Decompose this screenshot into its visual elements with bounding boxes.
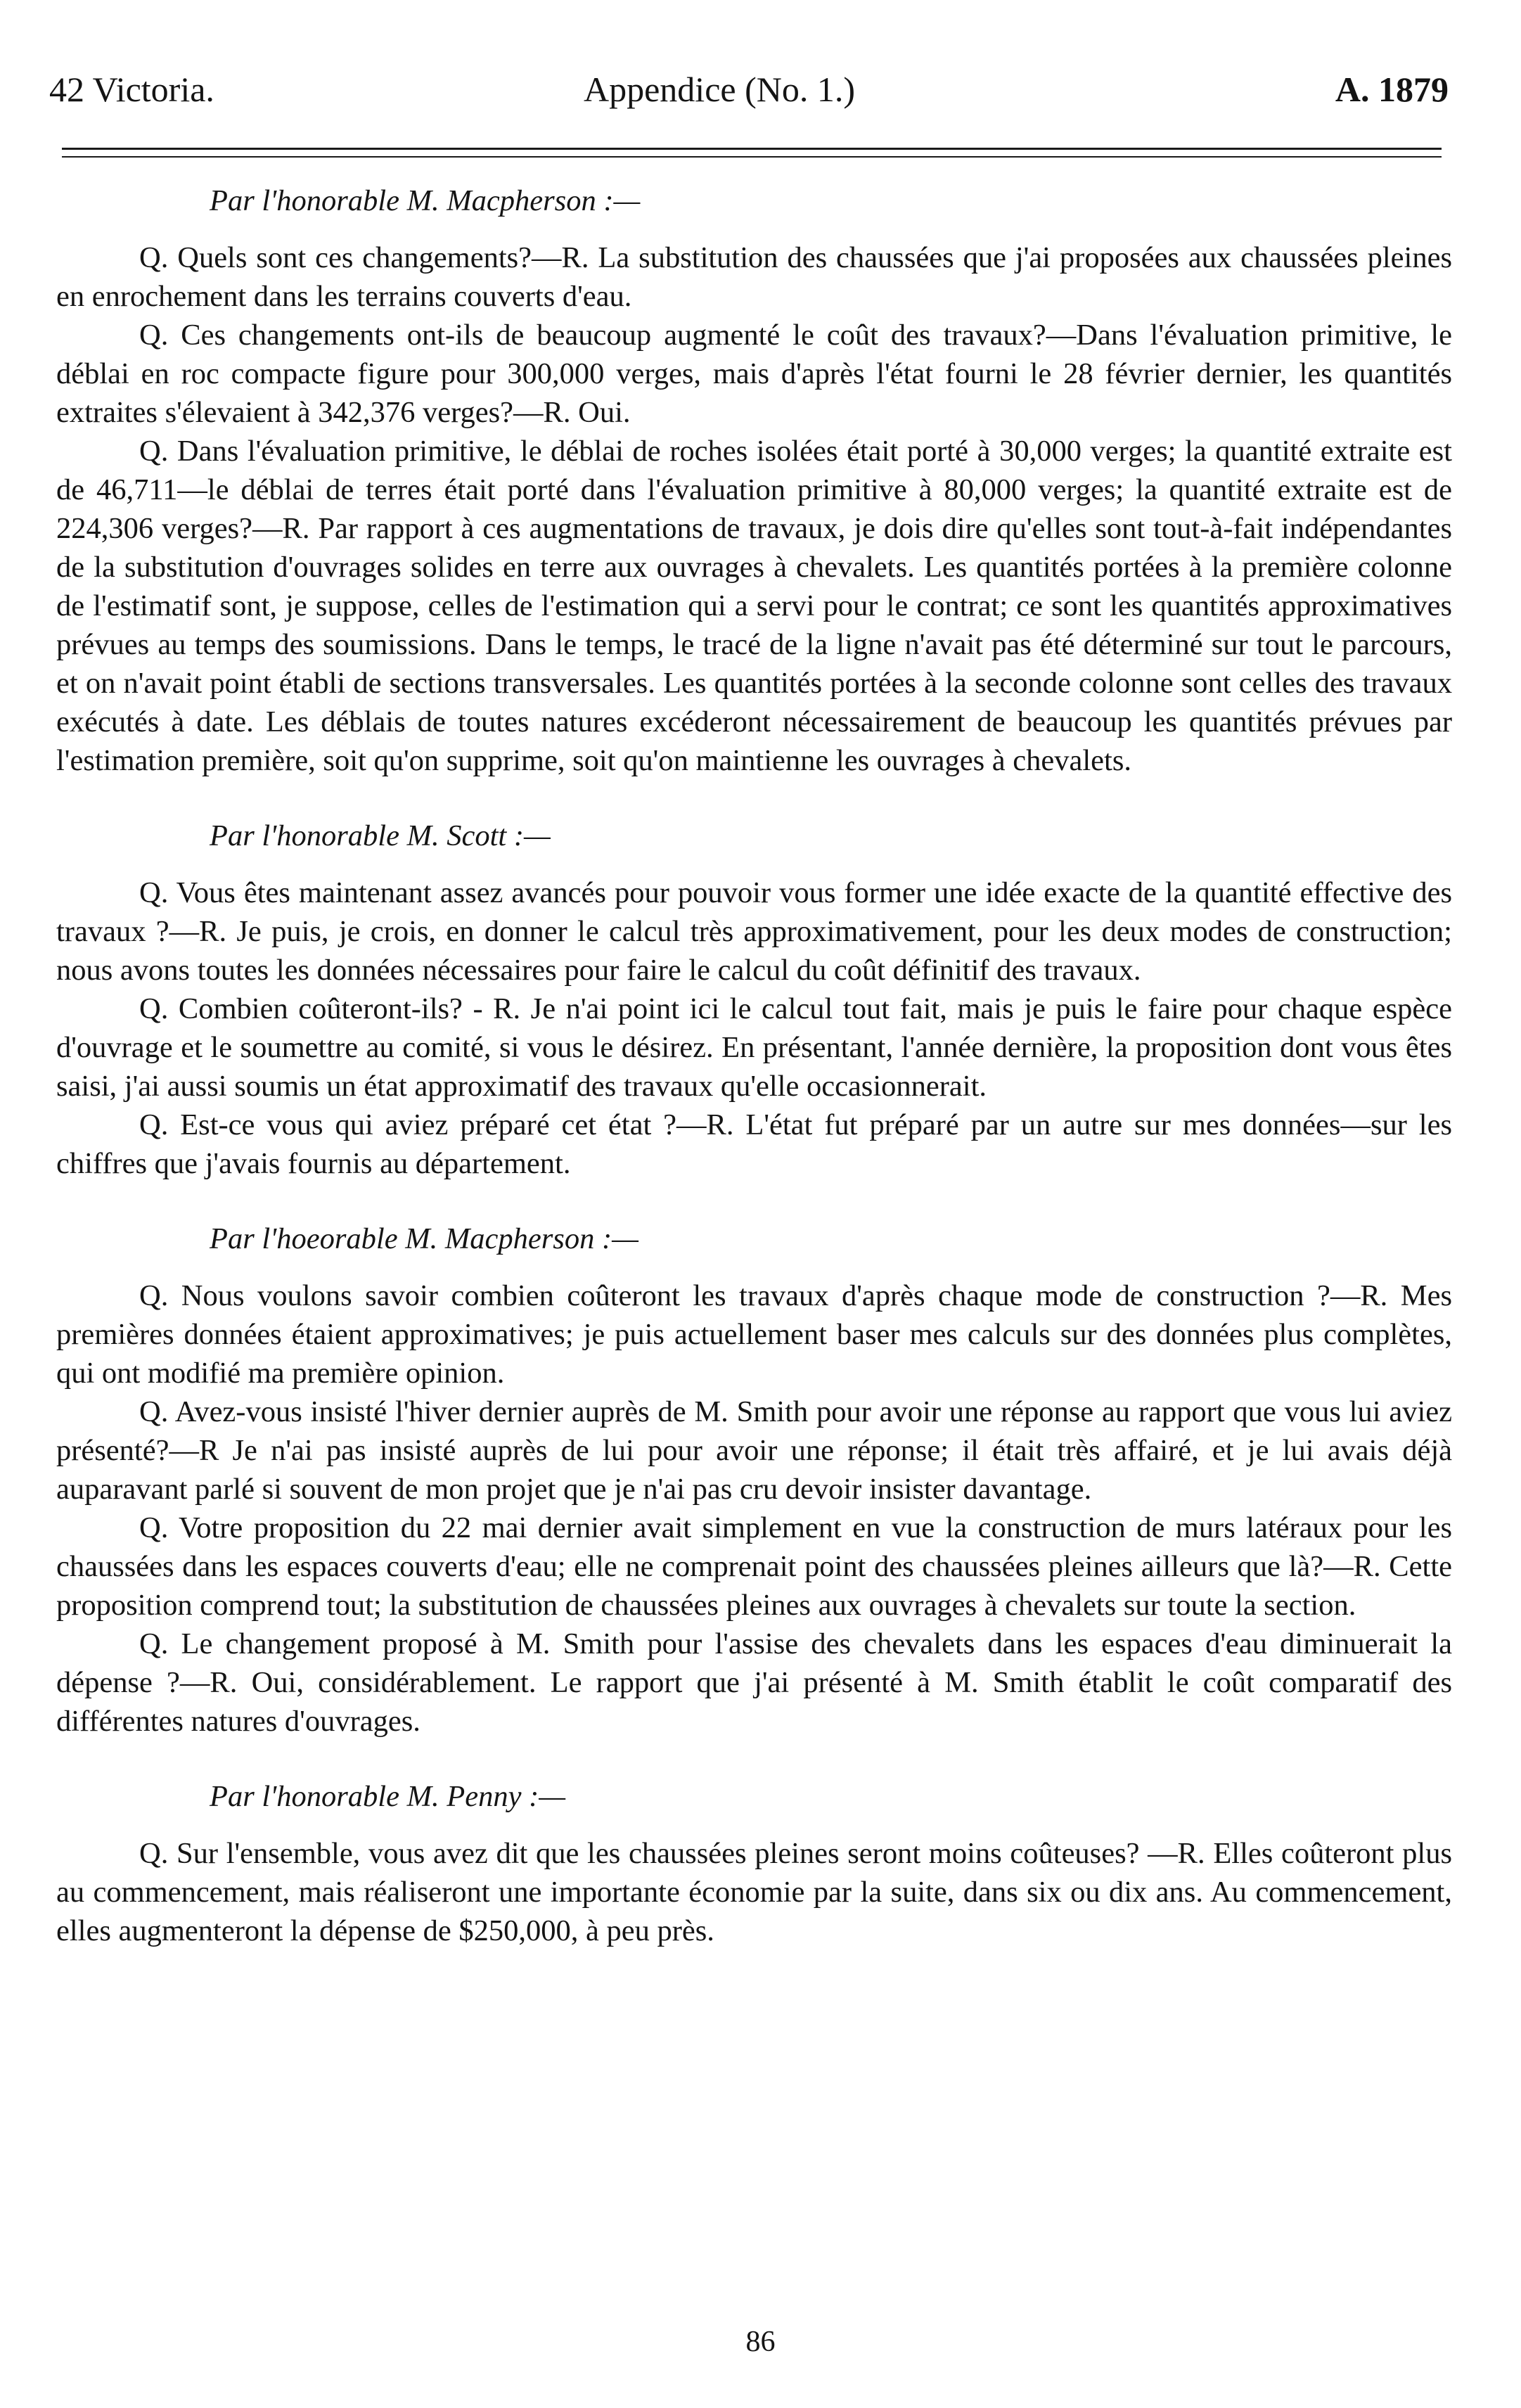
header-appendix-title: Appendice (No. 1.) [584,70,855,109]
question-answer-paragraph: Q. Est-ce vous qui aviez préparé cet état ?—R. L'état fut préparé par un autre sur mes données—sur les chiffres que j'avais fournis au département. [56,1108,1452,1180]
page-number: 86 [745,2326,776,2358]
section-scott [56,816,1452,1183]
question-answer-paragraph: Q. Le changement proposé à M. Smith pour l'assise des chevalets dans les espaces d'eau diminuerait la dépense ?—R. Oui, considérablement. Le rapport que j'ai présenté à M. Smith établit le coût comparatif des différentes natures d'ouvrages. [56,1627,1452,1738]
section-penny [56,1777,1452,1950]
header-rule-thin [62,156,1442,158]
running-header [49,65,1449,114]
question-answer-paragraph: Q. Dans l'évaluation primitive, le déblai de roches isolées était porté à 30,000 verges; la quantité extraite est de 46,711—le déblai de terres était porté dans l'évaluation primitive à 80,000 verges; la quantité extraite est de 224,306 verges?—R. Par rapport à ces augmentations de travaux, je dois dire qu'elles sont tout-à-fait indépendantes de la substitution d'ouvrages solides en terre aux ouvrages à chevalets. Les quantités portées à la première colonne de l'estimatif sont, je suppose, celles de l'estimation qui a servi pour le contrat; ce sont les quantités approximatives prévues au temps des soumissions. Dans le temps, le tracé de la ligne n'avait pas été déterminé sur tout le parcours, et on n'avait point établi de sections transversales. Les quantités portées à la seconde colonne sont celles des travaux exécutés à date. Les déblais de toutes natures excéderont nécessairement de beaucoup les quantités prévues par l'estimation première, soit qu'on supprime, soit qu'on maintienne les ouvrages à chevalets. [56,435,1452,777]
question-answer-paragraph: Q. Combien coûteront-ils? - R. Je n'ai point ici le calcul tout fait, mais je puis le faire pour chaque espèce d'ouvrage et le soumettre au comité, si vous le désirez. En présentant, l'année dernière, la proposition dont vous êtes saisi, j'ai aussi soumis un état approximatif des travaux qu'elle occasionnerait. [56,992,1452,1103]
question-answer-paragraph: Q. Votre proposition du 22 mai dernier avait simplement en vue la construction de murs latéraux pour les chaussées dans les espaces couverts d'eau; elle ne comprenait point des chaussées pleines ailleurs que là?—R. Cette proposition comprend tout; la substitution de chaussées pleines aux ouvrages à chevalets sur toute la section. [56,1511,1452,1622]
question-answer-paragraph: Q. Nous voulons savoir combien coûteront les travaux d'après chaque mode de construction ?—R. Mes premières données étaient approximatives; je puis actuellement baser mes calculs sur des données plus complètes, qui ont modifié ma première opinion. [56,1279,1452,1390]
question-answer-paragraph: Q. Quels sont ces changements?—R. La substitution des chaussées que j'ai proposées aux chaussées pleines en enrochement dans les terrains couverts d'eau. [56,241,1452,313]
section-macpherson-2 [56,1219,1452,1741]
speaker-heading: Par l'hoeorable M. Macpherson :— [210,1222,638,1255]
header-year: A. 1879 [1335,70,1449,109]
section-macpherson-1 [56,181,1452,780]
question-answer-paragraph: Q. Ces changements ont-ils de beaucoup augmenté le coût des travaux?—Dans l'évaluation primitive, le déblai en roc compacte figure pour 300,000 verges, mais d'après l'état fourni le 28 février dernier, les quantités extraites s'élevaient à 342,376 verges?—R. Oui. [56,319,1452,429]
question-answer-paragraph: Q. Sur l'ensemble, vous avez dit que les chaussées pleines seront moins coûteuses? —R. Elles coûteront plus au commencement, mais réaliseront une importante économie par la suite, dans six ou dix ans. Au commencement, elles augmenteront la dépense de $250,000, à peu près. [56,1837,1452,1947]
header-volume: 42 Victoria. [49,70,214,109]
header-rule-thick [62,148,1442,150]
question-answer-paragraph: Q. Avez-vous insisté l'hiver dernier auprès de M. Smith pour avoir une réponse au rapport que vous lui aviez présenté?—R Je n'ai pas insisté auprès de lui pour avoir une réponse; il était très affairé, et je lui avais déjà auparavant parlé si souvent de mon projet que je n'ai pas cru devoir insister davantage. [56,1395,1452,1506]
testimony-body [56,181,1452,1950]
speaker-heading: Par l'honorable M. Macpherson :— [210,184,641,217]
speaker-heading: Par l'honorable M. Penny :— [210,1780,566,1813]
question-answer-paragraph: Q. Vous êtes maintenant assez avancés pour pouvoir vous former une idée exacte de la quantité effective des travaux ?—R. Je puis, je crois, en donner le calcul très approximativement, pour les deux modes de construction; nous avons toutes les données nécessaires pour faire le calcul du coût définitif des travaux. [56,876,1452,987]
speaker-heading: Par l'honorable M. Scott :— [210,819,551,852]
